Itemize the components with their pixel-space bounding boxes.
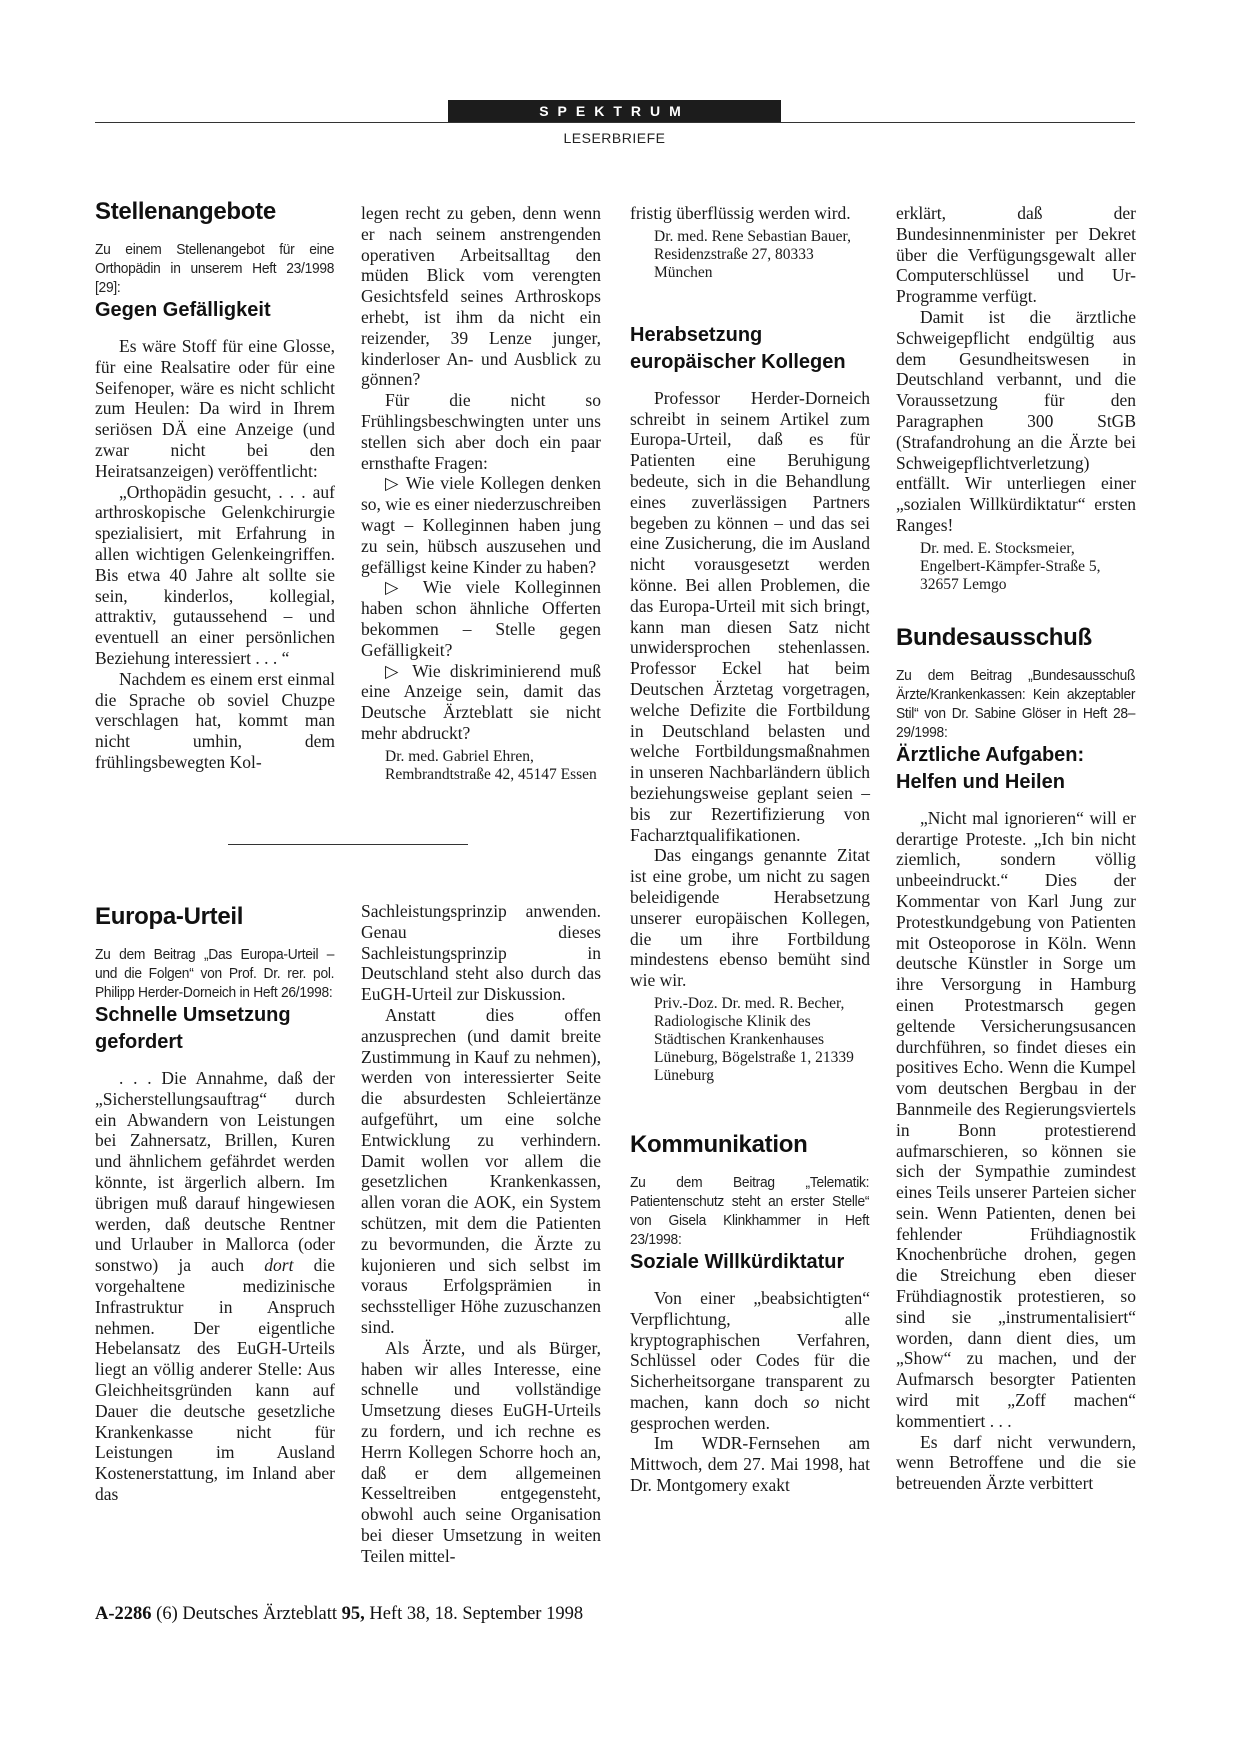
paragraph: Sachleistungsprinzip anwenden. Genau dieses Sachleistungsprinzip in Deutschland steht also durch das EuGH-Urteil zur Diskussion. (361, 901, 601, 1005)
paragraph: fristig überflüssig werden wird. (630, 203, 851, 223)
paragraph: Damit ist die ärztliche Schweigepflicht endgültig aus dem Gesundheitswesen in Deutschland verbannt, und die Voraussetzung für den Paragraphen 300 StGB (Strafandrohung an die Ärzte bei Schweigepflichtverletzung) entfällt. Wir unterliegen einer „sozialen Willkürdiktatur“ ersten Ranges! (896, 306, 1136, 535)
column-2-top (361, 203, 601, 784)
letter-title: Herabsetzung europäischer Kollegen (630, 323, 846, 373)
section-title-kommunikation: Kommunikation (630, 1130, 808, 1158)
signature: Dr. med. Gabriel Ehren, Rembrandtstraße 42, 45147 Essen (385, 747, 597, 783)
text-run: . . . Die Annahme, daß der „Sicherstellungsauftrag“ durch ein Abwandern von Leistungen bei Zahnersatz, Brillen, Kuren und ähnlichem gefährdet werden könnte, ist ärgerlich albern. Im übrigen muß darauf hingewiesen werden, daß deutsche Rentner und Urlauber in Mallorca (oder sonstwo) ja auch (95, 1068, 335, 1276)
column-3 (630, 203, 870, 1496)
signature: Dr. med. Rene Sebastian Bauer, Residenzstraße 27, 80333 München (654, 227, 851, 281)
paragraph: Es darf nicht verwundern, wenn Betroffene und die sie betreuenden Ärzte verbittert (896, 1431, 1136, 1494)
footer-volume: 95, (341, 1604, 365, 1624)
section-label: SPEKTRUM (448, 100, 781, 122)
bullet-item: ▷ Wie viele Kollegen denken so, wie es einer niederzuschreiben wagt – Kolleginnen haben jung zu sein, hübsch auszusehen und gefälligst keine Kinder zu haben? (361, 473, 601, 577)
subsection-label: LESERBRIEFE (563, 130, 666, 146)
section-intro: Zu einem Stellenangebot für eine Orthopädin in unserem Heft 23/1998 [29]: (95, 241, 335, 296)
header-rule (95, 122, 1135, 123)
paragraph: Für die nicht so Frühlingsbeschwingten unter uns stellen sich aber doch ein paar ernsthafte Fragen: (361, 390, 601, 473)
letter-title: Soziale Willkürdiktatur (630, 1250, 845, 1273)
paragraph: „Orthopädin gesucht, . . . auf arthroskopische Gelenkchirurgie spezialisiert, mit Erfahrung in allen wichtigen Gelenkeingriffen. Bis etwa 40 Jahre alt sollte sie sein, kinderlos, kollegial, attraktiv, gutaussehend – und eventuell an einer persönlichen Beziehung interessiert . . . “ (95, 481, 335, 668)
column-1-bottom (95, 903, 335, 1505)
section-title-bundesausschuss: Bundesausschuß (896, 623, 1092, 651)
section-intro: Zu dem Beitrag „Bundesausschuß Ärzte/Krankenkassen: Kein akzeptabler Stil“ von Dr. Sabine Glöser in Heft 28–29/1998: (896, 666, 1136, 741)
bullet-item: ▷ Wie viele Kolleginnen haben schon ähnliche Offerten bekommen – Stelle gegen Gefälligkeit? (361, 577, 601, 660)
section-title-europa-urteil: Europa-Urteil (95, 903, 244, 930)
signature: Priv.-Doz. Dr. med. R. Becher, Radiologische Klinik des Städtischen Krankenhauses Lüneburg, Bögelstraße 1, 21339 Lüneburg (654, 994, 854, 1084)
emphasis: dort (264, 1255, 294, 1276)
paragraph: „Nicht mal ignorieren“ will er derartige Proteste. „Ich bin nicht ziemlich, sondern völlig unbeeindruckt.“ Dies der Kommentar von Karl Jung zur Protestkundgebung von Patienten mit Osteoporose in Köln. Wenn deutsche Künstler in Sorge um ihre Versorgung in Hamburg einen Protestmarsch gegen geltende Versicherungsusancen durchführen, so findet dieses ein positives Echo. Wenn die Kumpel vom deutschen Bergbau in der Bannmeile des Regierungsviertels in Bonn protestierend aufmarschieren, so können sie sich der Sympathie zumindest eines Teils unserer Parteien sicher sein. Wenn Patienten, denen bei fehlender Frühdiagnostik Knochenbrüche drohen, gegen die Streichung eben dieser Frühdiagnostik protestieren, so sind sie „instrumentalisiert“ worden, dann dient dies, um „Show“ zu machen, und der Aufmarsch besorgter Patienten wird mit „Zoff machen“ kommentiert . . . (896, 807, 1136, 1431)
paragraph: erklärt, daß der Bundesinnenminister per Dekret über die Verfügungsgewalt aller Computerschlüssel und Ur-Programme verfügt. (896, 203, 1136, 307)
letter-title: Schnelle Umsetzung gefordert (95, 1004, 291, 1053)
column-4 (896, 203, 1136, 1494)
page-number: A-2286 (95, 1604, 152, 1624)
column-divider (228, 844, 468, 845)
paragraph: Das eingangs genannte Zitat ist eine grobe, um nicht zu sagen beleidigende Herabsetzung unserer europäischen Kollegen, die um ihre Fortbildung mindestens ebenso bemüht sind wie wir. (630, 845, 870, 991)
paragraph: legen recht zu geben, denn wenn er nach seinem anstrengenden operativen Arbeitsalltag den müden Blick vom verengten Gesichtsfeld seines Arthroskops erhebt, ist ihm da nicht ein reizender, 39 Lenze junger, kinderloser An- und Ausblick zu gönnen? (361, 203, 601, 390)
paragraph (95, 1068, 335, 1505)
section-intro: Zu dem Beitrag „Telematik: Patientenschutz steht an erster Stelle“ von Gisela Klinkhammer in Heft 23/1998: (630, 1173, 870, 1248)
paragraph (630, 1288, 870, 1434)
paragraph: Es wäre Stoff für eine Glosse, für eine Realsatire oder für eine Seifenoper, wäre es nicht schlicht zum Heulen: Da wird in Ihrem seriösen DÄ eine Anzeige (und zwar nicht bei den Heiratsanzeigen) veröffentlicht: (95, 336, 335, 481)
page-header (95, 100, 1135, 150)
section-intro: Zu dem Beitrag „Das Europa-Urteil – und die Folgen“ von Prof. Dr. rer. pol. Philipp Herder-Dorneich in Heft 26/1998: (95, 946, 335, 1001)
paragraph: Als Ärzte, und als Bürger, haben wir alles Interesse, eine schnelle und vollständige Umsetzung dieses EuGH-Urteils zu fordern, und ich rechne es Herrn Kollegen Schorre hoch an, daß er dem allgemeinen Kesseltreiben entgegensteht, obwohl auch seine Organisation bei dieser Umsetzung in weiten Teilen mittel- (361, 1337, 601, 1566)
text-run: nicht gesprochen werden. (630, 1391, 871, 1433)
paragraph: Nachdem es einem erst einmal die Sprache ob soviel Chuzpe verschlagen hat, kommt man nicht umhin, dem frühlingsbewegten Kol- (95, 668, 335, 772)
column-2-bottom (361, 901, 601, 1567)
page-footer (95, 1604, 583, 1625)
letter-title: Gegen Gefälligkeit (95, 299, 271, 321)
text-run: die vorgehaltene medizinische Infrastruktur in Anspruch nehmen. Der eigentliche Hebelansatz des EuGH-Urteils liegt an völlig anderer Stelle: Aus Gleichheitsgründen kann auf Dauer die deutsche gesetzliche Krankenkasse nicht für Leistungen im Ausland Kostenerstattung, im Inland aber das (95, 1255, 335, 1504)
section-title-stellenangebote: Stellenangebote (95, 198, 276, 225)
column-1-top (95, 198, 335, 773)
bullet-item: ▷ Wie diskriminierend muß eine Anzeige sein, damit das Deutsche Ärzteblatt sie nicht mehr abdruckt? (361, 660, 601, 743)
paragraph: Im WDR-Fernsehen am Mittwoch, dem 27. Mai 1998, hat Dr. Montgomery exakt (630, 1433, 870, 1496)
letter-title: Ärztliche Aufgaben: Helfen und Heilen (896, 743, 1085, 793)
footer-date: Heft 38, 18. September 1998 (369, 1604, 584, 1624)
text-run: Von einer „beabsichtigten“ Verpflichtung, alle kryptographischen Verfahren, Schlüssel oder Codes für die Sicherheitsorgane transparent zu machen, kann doch (630, 1287, 870, 1412)
signature: Dr. med. E. Stocksmeier, Engelbert-Kämpfer-Straße 5, 32657 Lemgo (920, 539, 1101, 593)
footer-issue: (6) Deutsches Ärzteblatt (156, 1604, 337, 1624)
emphasis: so (803, 1391, 820, 1412)
paragraph: Anstatt dies offen anzusprechen (und damit breite Zustimmung in Kauf zu nehmen), werden von interessierter Seite die absurdesten Schleiertänze aufgeführt, um eine solche Entwicklung zu verhindern. Damit wollen vor allem die gesetzlichen Krankenkassen, allen voran die AOK, ein System schützen, mit dem die Patienten zu bevormunden, die Ärzte zu kujonieren und sich selbst im voraus Erfolgsprämien in sechsstelliger Höhe zuzuschanzen sind. (361, 1004, 601, 1337)
paragraph: Professor Herder-Dorneich schreibt in seinem Artikel zum Europa-Urteil, daß es für Patienten eine Beruhigung bedeute, sich in die Behandlung eines zuverlässigen Partners begeben zu können – und das sei eine Zusicherung, die im Ausland nicht vorausgesetzt werden könne. Bei allen Problemen, die das Europa-Urteil mit sich bringt, kann man diesen Satz nicht unwidersprochen stehenlassen. Professor Eckel hat beim Deutschen Ärztetag vorgetragen, welche Defizite die Fortbildung in Deutschland belasten und welche Fortbildungsmaßnahmen in unseren Nachbarländern üblich beziehungsweise geplant seien – bis zur Rezertifizierung von Facharztqualifikationen. (630, 387, 870, 845)
